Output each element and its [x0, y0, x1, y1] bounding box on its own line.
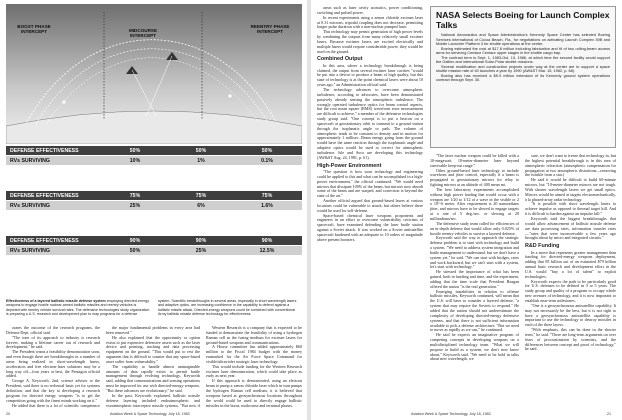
footer-right: Aviation Week & Space Technology, July 18, 1983 — [411, 412, 491, 416]
footer-left: Aviation Week & Space Technology, July 18, 1983 — [110, 412, 190, 416]
article-column-3: Western Research is a company that is expected to be funded to demonstrate the feasibility of using a hydrogen Raman cell as the fusing medium for excimer lasers for ground-based weapons and communications. A House committee has added approximately $60 million to the Fiscal 1984 budget with the money earmarked for the Air Force Space Command for visible/ultraviolet strategic laser technology. This would include funding for the Western Research excimer laser demonstration, which could take place as early as next year. If this approach is demonstrated, using an electron beam to pump a xenon chloride laser which in turn pumps the hydrogen Raman cell medium, it is believed that weapons based at geosynchronous locations throughout the world could be used to directly engage ballistic missiles in the boost, midcourse and terminal phases. — [206, 326, 302, 408]
intercept-point-2 — [228, 94, 231, 97]
article-column-5: "The laser nuclear weapon could be killed with a 10-megawatt, 10-meter-diameter laser beyond survivable keep-out range." Other ground-based laser technology to include wavefront and jitter control, especially if a beam is propagated to geostationary mirrors for relay to fighting mirrors at an altitude of 400 mean mi. The best laboratory experiments accomplished without high power loading that would occur with a weapon are 1/20 to 1/12 of a wave in the visible or 2 x 10^-6 meter. After requirement is 20 nanoradians jitter, and mirrors have to be slewed to engage targets at a rate of 5 deg./sec. or slewing at 20 milliradians/sec. The defensive study team called for efficiencies of an in-depth defense that would allow only 0.025% of hostile reentry vehicles to survive a layered defense. Keyworth said the way to approach the strategic defense problem is to start with technology and build a system. "We need to address system integration and battle management to understand, but we don't have a system yet," he said. "We can start with bridges, rates and work backward, but we can't start with a system, let's start with technology." He stressed the importance of what has been gained, both in funding and time, and the experiment, adding that the time scale that President Reagan offered the nation "is the real generation." Emerging instabilities in relation to offense ballistic missiles, Keyworth continued, will mean that the U.S. will have to consider a layered defense, "a system that may require the Soviets to respond." He added that the nation should not underestimate the complexity of developing directed-energy defensive systems, and that there is not sufficient information available to pick a defense architecture. "But we need to move as rapidly as we can," he continued. He said he expects an imaginative program of competing concepts in developing weapons on a multidisciplined technology team. "What we will propose to build as a system, we don't now know about," Keyworth said. "We need to be bold in talks about new wavelength, we — [430, 154, 519, 362]
table-row-rvs-surviving: RVs SURVIVING 10% 1% 0.1% — [6, 156, 302, 165]
rd-funding-heading: R&D Funding — [525, 243, 560, 250]
combined-output-heading: Combined Output — [317, 56, 363, 63]
article-column-2: the major fundamental problems in every area had been removed." He also explained that the opportunity or option exists to put expensive defensive assets such as the laser device and pointing, tracking and data processing equipment on the ground. "This would put to rest the argument that is difficult to counter that any space-based asset suffer from vulnerability." The capability to handle almost unimaginable amounts of data rapidly exists to permit battle management through evolving technology, Keyworth said, adding that communications and sensing operations must be improved for use with directed-energy weapons. "But these advances are evolutionary," he said. In the past, Keyworth explained, ballistic missile defense layering included endoatmospheric and exoatmospheric interceptor missile systems. "But now if — [106, 326, 200, 408]
page-number-left: 20 — [6, 412, 10, 416]
nasa-boeing-sidebar — [430, 6, 616, 148]
intercept-point-1 — [62, 100, 65, 103]
sidebar-title: NASA Selects Boeing for Launch Complex Talks — [436, 10, 610, 30]
high-power-heading: High-Power Environment — [317, 162, 382, 169]
sidebar-text: National Aeronautics and Space Administration's Kennedy Space Center has selected Boeing Services International of Cocoa Beach, Fla., for negotiations on activating Launch Complex 39B and Mobile Launcher Platform 3 for shuttle operations at the center. Boeing estimated the cost at $17.8 million including fabrication and fit of two rolling-beam access arms for servicing Centaur Centaur upper stages in the shuttle cargo bay. The contract term is Sept. 1, 1983-Oct. 13, 1986, at which time the second facility would support the Galileo and international Solar-Polar shuttle missions. Several modification and construction projects under way at the center are to support a space shuttle mission rate of 40 launches a year by 1990 (AW&ST Mar. 15, 1982, p. 68). Boeing also has received a $5.9 million extension of its Kennedy ground system operations contract through Sept. 30. — [436, 33, 610, 82]
phase-label-midcourse: MIDCOURSE INTERCEPT — [128, 28, 158, 39]
phase-label-boost: BOOST PHASE INTERCEPT — [17, 24, 51, 35]
table-row-rvs-surviving: RVs SURVIVING 25% 6% 1.6% — [6, 201, 302, 210]
page-number-right: 21 — [607, 412, 611, 416]
figure-caption — [6, 299, 302, 316]
caption-lead: Effectiveness of a layered ballistic missile defense system — [6, 299, 106, 303]
article-column-4: areas such as laser cavity acoustics, power conditioning, switching and pulsed power. In recent experiments using a xenon chloride excimer laser at 0.31 microns, tripodal coupling does not decrease, permitting longer pulse duration with a non-nuclear pumped laser. This technology may permit generation of high power levels by combining the outputs from many relatively small excimer lasers. Because excimer lasers are excited electrically and multiple lasers would require considerable power, they would be used on the ground. Combined Output In this area, where a technology breakthrough is being claimed, the output from several excimer laser cavities "would be put into a device to produce a beam of high quality, but this state of technology is at the point chemical lasers were about 10 years ago," an Administration official said. The technology advances to overcome atmospheric turbulence, according to advocates, have been demonstrated passively already sensing the atmospheric turbulence. The wrongly operated turbulence optics for beam control aspects, but the root mean square (RMS) wavefront error measurement are difficult to achieve," a member of the defensive technologies study group said. "One concept is to put a beacon on a spacecraft at geostationary orbit to transmit to a ground station through the isoplanatic angle or path. The volume of atmospheric tends to be constant to density and in motion for approximately 1 millisec. Beam energy going from the ground would have the same reaction through the isoplanatic angle and adaptive optics would be used to correct for atmospheric turbulence. Isle and Avco are developing this technology (AW&ST Aug. 24, 1981, p. 61). High-Power Environment "The question is how soon technology and engineering could be applied to this and what can be accomplished in a high-power environment," the official continued. "We would need mirrors that dissipate 100% of the beam, but mirrors now absorb some of the beam and are warped, and correction is beyond the state of the art." Another official argued that ground-based lasers at various locations could be vulnerable to attack, but others believe there would be used for self-defense. Space-based chemical laser weapons proponents and engineers in an effort to overcome vulnerability criticism of spacecraft, have examined defending the laser battle station against a Soviet attack. It was worked on a Soviet antisatellite spacecraft burdened with an adequate to 10 orders of magnitude above present boosters. — [317, 6, 423, 242]
table-row-effectiveness: DEFENSE EFFECTIVENESS 75% 75% 75% — [6, 191, 302, 200]
phase-label-reentry: REENTRY PHASE INTERCEPT — [250, 24, 290, 35]
right-page — [311, 0, 622, 420]
table-row-effectiveness: DEFENSE EFFECTIVENESS 90% 90% 90% — [6, 236, 302, 245]
left-page — [0, 0, 307, 420]
caption-text: employing directed-energy weapons to engage hostile nuclear-armed ballistic missiles and reentry vehicles is depicted with reentry vehicle survival rates. The defensive technologies study organization is preparing a U.S. research and development plan to map programs for a defense system. Scientific breakthroughs in several areas, especially in short wavelength lasers and adaptive optics, are increasing confidence in the capability to defend against a ballistic missile attack. Directed-energy weapons could be combined with conventional Army ballistic missile defense technology for effectiveness. — [6, 299, 297, 316]
table-row-effectiveness: DEFENSE EFFECTIVENESS 50% 50% 50% — [6, 146, 302, 155]
article-column-1: orates the outcome of the research programs, the Defense Dept. official said. "The tone of its approach to industry is research forever, making a lifetime career out of research and development," he said. The President wants a feasibility demonstration soon, and even though there are breakthroughs in a number of areas being realized in short-wavelength lasers, accelerators and free electron-laser solutions may be a long way off—four years at best, the Pentagon official added. George A. Keyworth, 2nd, science adviser to the President, said there is no technical basis yet for systems definition, and that the key to developing a research program for directed energy weapons "is to get the competition going with the finest minds working on it." He added that there is a lot of scientific competence — [6, 326, 100, 408]
layered-defense-diagram — [6, 4, 302, 294]
article-column-6: sure, we don't want to freeze that technology in, but the highest potential breakthrough is in this area of atmospheric refraction (atmospheric compensation for propagation at two atmospheric distortions—removing the twinkle from a star.) He said it would be difficult to build 60-minute mirrors, but "10-meter-diameter mirrors are not tough. With shorter wavelength lasers we get small optics. Mirrors would be aimed at targets electromechanically, à la phased-array radar technology. "It is possible with short wavelength lasers to achieve impulse as opposed to thermal target kill. And it is difficult to harden against an impulse kill." Keyworth said the biggest breakthroughs that would allow advancement of ballistic missile defense are data processing rates, information transfer rates—"rates that were inconceivable a few years ago brought about by micro and integrated circuits." R&D Funding In a move that represents greater management than funding for directed-energy weapons deployment, adding that 85 billion out of an estimated $79 billion annual basic research and development effort in the U.S. would "buy a lot of talent" to exploit technologies. Keyworth expects the path to be particularly good for U.S. defenses to be defined in 3 to 5 years. The study group and quality of a program to occupy whole new avenues of technology, and it is now important to establish near-term milestones. "One is a geosynchronous antisatellite capability. It may not necessarily be the best, but it is not right to have a geosynchronous antisatellite capability is important to use the technology to destroy missiles in each of the three layers. "With emphasis, this can be done in the shorter term," he said. "There are long-term arguments on over fears of procrastination by scientists, and the differences between concept and proof of technology," he said. — [525, 154, 616, 352]
table-row-rvs-surviving: RVs SURVIVING 50% 25% 12.5% — [6, 246, 302, 255]
